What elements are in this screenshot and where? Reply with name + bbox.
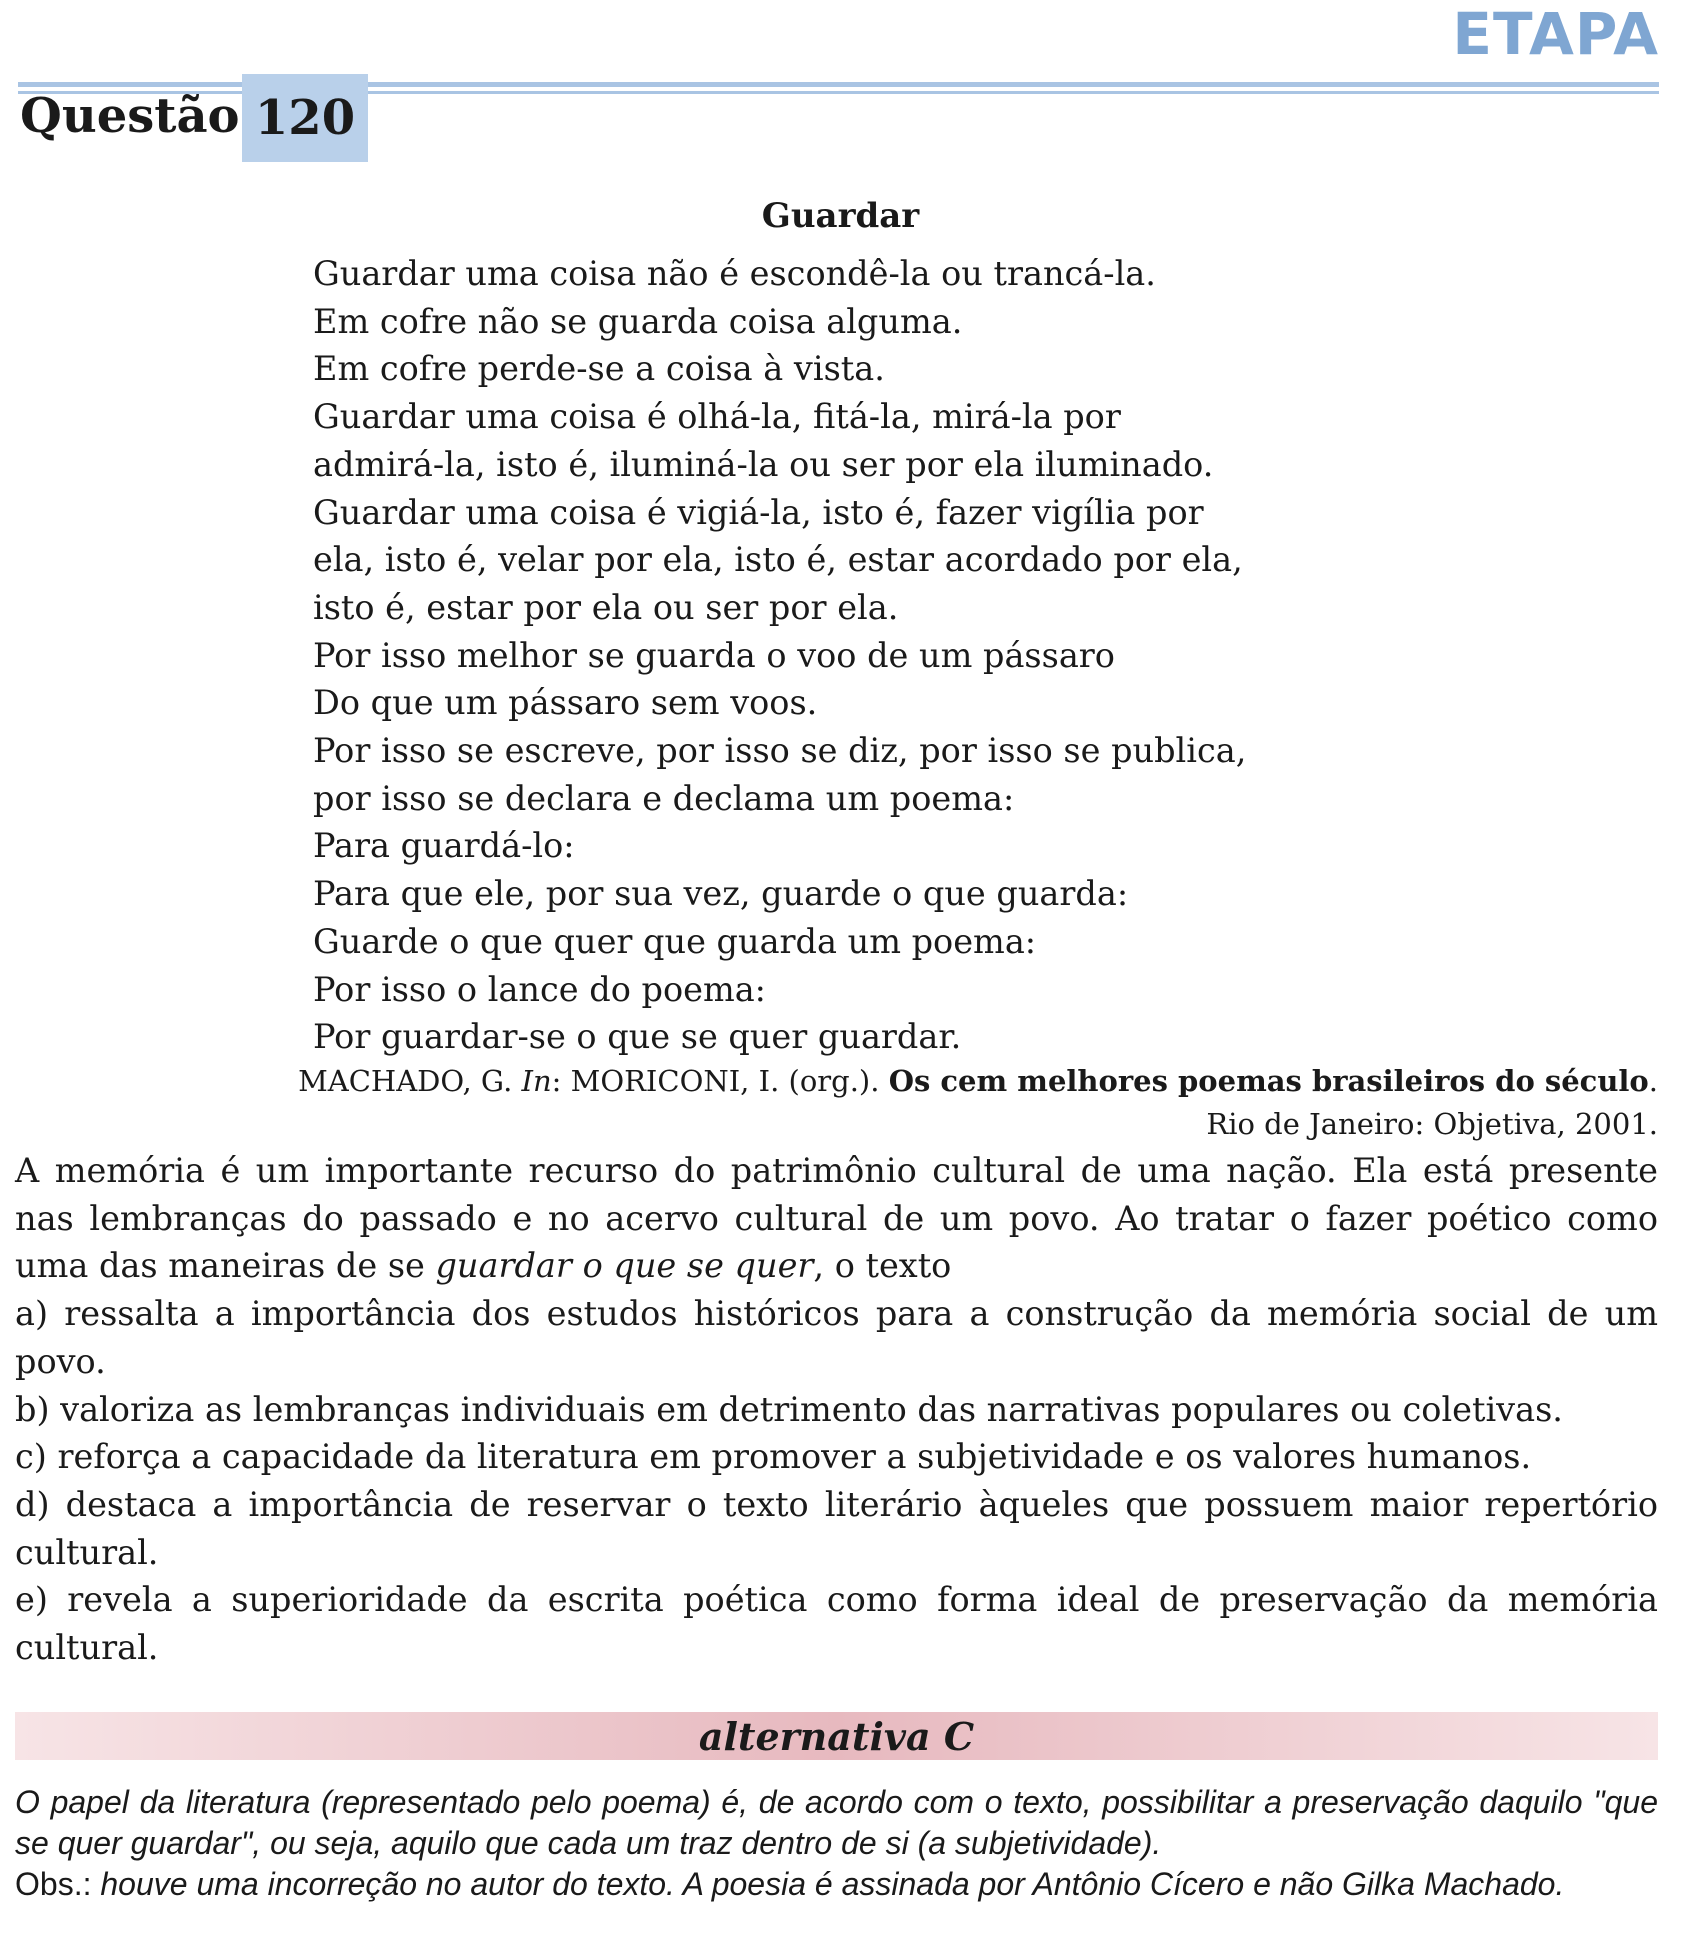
poem-line: Em cofre perde-se a coisa à vista. (313, 349, 885, 389)
poem-line: Guardar uma coisa é olhá-la, fitá-la, mirá-la por (313, 397, 1121, 437)
statement-text: A memória é um importante recurso do patrimônio cultural de uma nação. Ela está presente nas lembranças do passado e no acervo cultural de um povo. Ao tratar o fazer poético como uma das maneiras de se (15, 1151, 1658, 1286)
poem-line: isto é, estar por ela ou ser por ela. (313, 587, 899, 627)
poem-line: Por isso se escreve, por isso se diz, por isso se publica, (313, 731, 1247, 771)
poem-text (313, 250, 1313, 1061)
statement-text-end: , o texto (813, 1246, 952, 1286)
obs-text: houve uma incorreção no autor do texto. A poesia é assinada por Antônio Cícero e não Gilka Machado. (100, 1866, 1565, 1902)
question-statement (15, 1147, 1658, 1290)
poem-line: Do que um pássaro sem voos. (313, 683, 818, 723)
poem-line: Em cofre não se guarda coisa alguma. (313, 301, 963, 341)
poem-line: Por isso o lance do poema: (313, 969, 766, 1009)
citation-line (158, 1060, 1658, 1103)
citation-publisher: Rio de Janeiro: Objetiva, 2001. (1206, 1107, 1658, 1141)
citation-in: In (521, 1064, 552, 1098)
citation-editor: : MORICONI, I. (org.). (551, 1064, 889, 1098)
answer-explanation (15, 1782, 1658, 1905)
question-body (15, 1147, 1658, 1672)
poem-line: Guardar uma coisa é vigiá-la, isto é, fazer vigília por (313, 492, 1204, 532)
poem-line: Para guardá-lo: (313, 826, 575, 866)
explanation-text: O papel da literatura (representado pelo poema) é, de acordo com o texto, possibilitar a preservação daquilo "que se quer guardar", ou seja, aquilo que cada um traz dentro de si (a subjetividade). (15, 1784, 1658, 1861)
question-number: 120 (254, 90, 356, 146)
citation-book-title: Os cem melhores poemas brasileiros do século (888, 1064, 1649, 1098)
citation-author: MACHADO, G. (298, 1064, 522, 1098)
answer-banner (15, 1712, 1658, 1760)
poem-line: por isso se declara e declama um poema: (313, 778, 1015, 818)
obs-note (15, 1864, 1658, 1905)
poem-line: admirá-la, isto é, iluminá-la ou ser por ela iluminado. (313, 444, 1214, 484)
poem-title: Guardar (761, 196, 920, 236)
option-a: a) ressalta a importância dos estudos históricos para a construção da memória social de um povo. (15, 1294, 1658, 1381)
poem-line: Para que ele, por sua vez, guarde o que guarda: (313, 874, 1129, 914)
poem-source-citation (158, 1060, 1658, 1146)
statement-quote: guardar o que se quer (435, 1246, 814, 1286)
poem-line: ela, isto é, velar por ela, isto é, estar acordado por ela, (313, 540, 1243, 580)
poem-line: Por isso melhor se guarda o voo de um pássaro (313, 635, 1115, 675)
option-b: b) valoriza as lembranças individuais em detrimento das narrativas populares ou coletivas. (15, 1389, 1563, 1429)
question-label: Questão (20, 88, 240, 144)
brand-logo: ETAPA (1452, 0, 1659, 68)
poem-line: Por guardar-se o que se quer guardar. (313, 1017, 962, 1057)
option-d: d) destaca a importância de reservar o texto literário àqueles que possuem maior repertório cultural. (15, 1484, 1658, 1572)
poem-line: Guardar uma coisa não é escondê-la ou trancá-la. (313, 254, 1156, 293)
option-e: e) revela a superioridade da escrita poética como forma ideal de preservação da memória cultural. (15, 1580, 1658, 1668)
citation-period: . (1648, 1064, 1658, 1098)
answer-label: alternativa C (698, 1713, 975, 1759)
obs-label: Obs.: (15, 1866, 101, 1902)
poem-line: Guarde o que quer que guarda um poema: (313, 921, 1037, 961)
option-c: c) reforça a capacidade da literatura em promover a subjetividade e os valores humanos. (15, 1437, 1532, 1477)
question-number-badge (242, 74, 368, 162)
